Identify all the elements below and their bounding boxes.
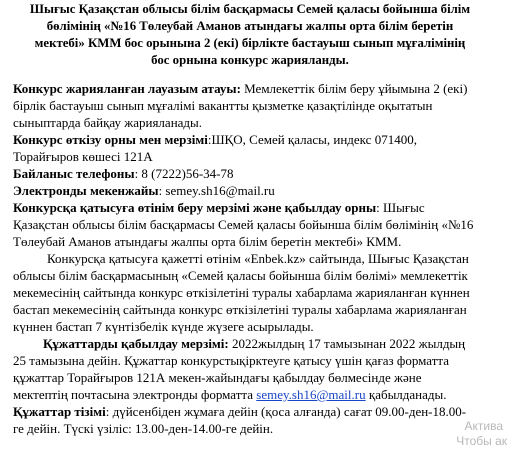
documents-text: құжаттар Торайғыров 121А мекен-жайындағы қабылдау бөлмесінде және (13, 370, 422, 385)
position-paragraph (13, 80, 487, 131)
email-text: : semey.sh16@mail.ru (158, 183, 275, 198)
documents-label: Құжаттарды қабылдау мерзімі: (43, 336, 229, 351)
enbek-text: бастап мекемесінің сайтында конкурс өткізілетіні туралы хабарлама жарияланған (13, 302, 467, 317)
apply-text: : Шығыс (376, 200, 425, 215)
email-paragraph (13, 182, 487, 199)
enbek-paragraph (13, 250, 487, 335)
enbek-text: Конкурсқа қатысуға қажетті өтінім «Enbek.kz» сайтында, Шығыс Қазақстан (47, 251, 469, 266)
enbek-text: мекемесінің сайтында конкурс өткізілетіні туралы хабарлама жарияланған күннен (13, 285, 470, 300)
enbek-text: күннен бастап 7 күнтізбелік күнде жүзеге асырылады. (13, 319, 314, 334)
venue-text: :ШҚО, Семей қаласы, индекс 071400, (207, 132, 417, 147)
phone-text: : 8 (7222)56-34-78 (134, 166, 234, 181)
documents-text: қабылданады. (365, 387, 447, 402)
venue-paragraph (13, 131, 487, 165)
document-title (13, 1, 487, 69)
schedule-label: Құжаттар тізімі (13, 404, 106, 419)
schedule-text: : дүйсенбіден жұмаға дейін (қоса алғанда) сағат 09.00-ден-18.00- (105, 404, 467, 419)
title-line: бос орнына конкурс жарияланды. (151, 53, 349, 67)
position-text: бірлік бастауыш сынып мұғалімі вакантты қызметке қазақтілінде оқытатын (13, 98, 433, 113)
documents-text: 2022жылдың 17 тамызынан 2022 жылдың (228, 336, 466, 351)
email-label: Электронды мекенжайы (13, 183, 159, 198)
enbek-text: облысы білім басқармасының «Семей қаласы бойынша білім бөлімі» мемлекеттік (13, 268, 468, 283)
apply-paragraph (13, 199, 487, 250)
apply-label: Конкурсқа қатысуға өтінім беру мерзімі және қабылдау орны (13, 200, 377, 215)
activation-watermark: Актива (464, 419, 503, 433)
title-line: мектебі» КММ бос орынына 2 (екі) бірлікте бастауыш сынып мұғалімінің (34, 36, 466, 50)
documents-paragraph (13, 335, 487, 403)
activation-watermark-subtext: Чтобы ак (456, 434, 507, 448)
email-link[interactable]: semey.sh16@mail.ru (256, 387, 366, 402)
documents-text: 25 тамызына дейін. Құжаттар конкурстықірктеуге қатысу үшін қағаз форматта (13, 353, 450, 368)
phone-paragraph (13, 165, 487, 182)
title-line: бөлімінің «№16 Төлеубай Аманов атындағы жалпы орта білім беретін (46, 19, 454, 33)
title-line: Шығыс Қазақстан облысы білім басқармасы Семей қаласы бойынша білім (29, 2, 471, 16)
schedule-paragraph (13, 403, 487, 437)
schedule-text: ге дейін. Түскі үзіліс: 13.00-ден-14.00-ге дейін. (13, 421, 274, 436)
position-text: Мемлекеттік білім беру ұйымына 2 (екі) (240, 81, 468, 96)
position-label: Конкурс жарияланған лауазым атауы: (13, 81, 241, 96)
venue-text: Торайғыров көшесі 121А (13, 149, 153, 164)
document (13, 1, 487, 437)
apply-text: Қазақстан облысы білім басқармасы Семей қаласы бойынша білім бөлімінің «№16 (13, 217, 474, 232)
venue-label: Конкурс өткізу орны мен мерзімі (13, 132, 208, 147)
phone-label: Байланыс телефоны (13, 166, 135, 181)
position-text: сыныптарда байқау жарияланады. (13, 115, 203, 130)
apply-text: Төлеубай Аманов атындағы жалпы орта білім беретін мектебі» КММ. (13, 234, 402, 249)
documents-text: мектептің почтасына электронды форматта (13, 387, 257, 402)
